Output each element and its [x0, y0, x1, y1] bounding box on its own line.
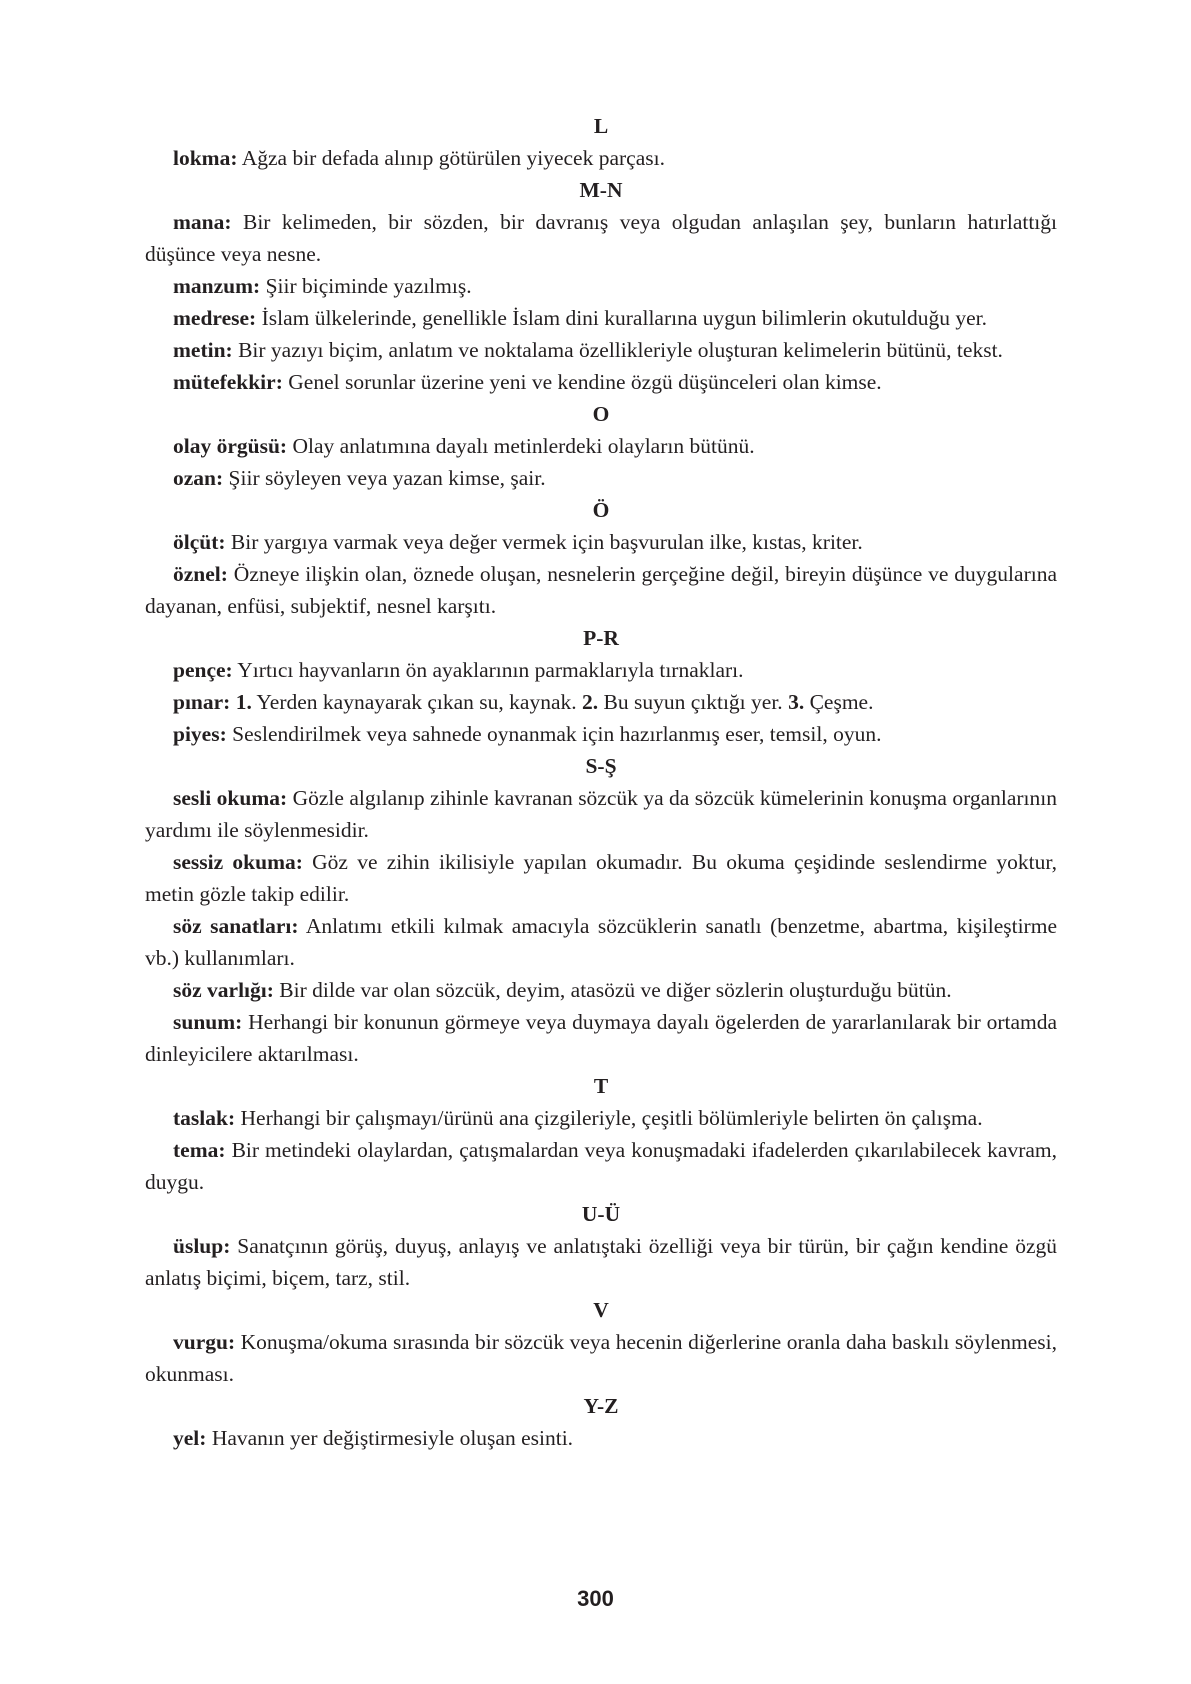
- section-letter: Ö: [592, 498, 610, 522]
- sense-number: 2.: [582, 690, 599, 714]
- entry-definition: İslam ülkelerinde, genellikle İslam dini kurallarına uygun bilimlerin okutulduğu yer.: [261, 306, 988, 330]
- entry-term: vurgu:: [173, 1330, 236, 1354]
- glossary-entry: [145, 366, 1057, 398]
- entry-definition: Yırtıcı hayvanların ön ayaklarının parmaklarıyla tırnakları.: [237, 658, 744, 682]
- glossary-entry: [145, 334, 1057, 366]
- entry-term: söz sanatları:: [173, 914, 299, 938]
- section-letter: V: [593, 1298, 609, 1322]
- section-s-sh: [145, 750, 1057, 1070]
- entry-term: mütefekkir:: [173, 370, 283, 394]
- glossary-entry: [145, 526, 1057, 558]
- entry-definition: Özneye ilişkin olan, öznede oluşan, nesnelerin gerçeğine değil, bireyin düşünce ve duygularına dayanan, enfüsi, subjektif, nesnel karşıtı.: [145, 562, 1057, 618]
- section-letter: M-N: [579, 178, 623, 202]
- sense-number: 3.: [788, 690, 805, 714]
- glossary-entry: [145, 1230, 1057, 1294]
- entry-term: ölçüt:: [173, 530, 226, 554]
- entry-term: piyes:: [173, 722, 227, 746]
- glossary-entry: [145, 1422, 1057, 1454]
- section-p-r: [145, 622, 1057, 750]
- section-t: [145, 1070, 1057, 1198]
- entry-term: olay örgüsü:: [173, 434, 288, 458]
- section-o-umlaut: [145, 494, 1057, 622]
- entry-definition: Sanatçının görüş, duyuş, anlayış ve anlatıştaki özelliği veya bir türün, bir çağın kendine özgü anlatış biçimi, biçem, tarz, stil.: [145, 1234, 1058, 1290]
- section-letter: Y-Z: [583, 1394, 619, 1418]
- glossary-entry: [145, 1134, 1057, 1198]
- sense-text: Bu suyun çıktığı yer.: [603, 690, 783, 714]
- glossary-entry: [145, 270, 1057, 302]
- page-number: 300: [577, 1586, 614, 1611]
- entry-term: sesli okuma:: [173, 786, 288, 810]
- entry-definition: Anlatımı etkili kılmak amacıyla sözcüklerin sanatlı (benzetme, abartma, kişileştirme vb.) kullanımları.: [145, 914, 1057, 970]
- sense-text: Çeşme.: [809, 690, 874, 714]
- entry-term: mana:: [173, 210, 232, 234]
- entry-definition: Bir kelimeden, bir sözden, bir davranış veya olgudan anlaşılan şey, bunların hatırlattığı düşünce veya nesne.: [145, 210, 1058, 266]
- section-y-z: [145, 1390, 1057, 1454]
- entry-term: metin:: [173, 338, 233, 362]
- section-m-n: [145, 174, 1057, 398]
- entry-term: lokma:: [173, 146, 238, 170]
- glossary-entry: [145, 718, 1057, 750]
- entry-definition: Seslendirilmek veya sahnede oynanmak için hazırlanmış eser, temsil, oyun.: [232, 722, 882, 746]
- glossary-entry: [145, 1102, 1057, 1134]
- glossary-entry: [145, 686, 1057, 718]
- section-letter: O: [592, 402, 610, 426]
- entry-term: sunum:: [173, 1010, 243, 1034]
- section-o: [145, 398, 1057, 494]
- entry-definition: Gözle algılanıp zihinle kavranan sözcük ya da sözcük kümelerinin konuşma organlarının yardımı ile söylenmesidir.: [145, 786, 1057, 842]
- entry-term: pınar:: [173, 690, 231, 714]
- glossary-entry: [145, 1326, 1057, 1390]
- section-letter: L: [593, 114, 609, 138]
- entry-definition: Konuşma/okuma sırasında bir sözcük veya hecenin diğerlerine oranla daha baskılı söylenmesi, okunması.: [145, 1330, 1057, 1386]
- glossary-entry: [145, 558, 1057, 622]
- entry-definition: Bir yazıyı biçim, anlatım ve noktalama özellikleriyle oluşturan kelimelerin bütünü, tekst.: [238, 338, 1003, 362]
- entry-definition: Genel sorunlar üzerine yeni ve kendine özgü düşünceleri olan kimse.: [288, 370, 882, 394]
- glossary-entry: [145, 430, 1057, 462]
- entry-term: yel:: [173, 1426, 207, 1450]
- glossary-entry: [145, 846, 1057, 910]
- section-v: [145, 1294, 1057, 1390]
- entry-definition: Şiir söyleyen veya yazan kimse, şair.: [228, 466, 546, 490]
- sense-text: Yerden kaynayarak çıkan su, kaynak.: [256, 690, 577, 714]
- glossary-entry: [145, 974, 1057, 1006]
- entry-definition: Olay anlatımına dayalı metinlerdeki olayların bütünü.: [292, 434, 755, 458]
- entry-definition: Şiir biçiminde yazılmış.: [265, 274, 472, 298]
- glossary-entry: [145, 654, 1057, 686]
- entry-definition: Bir metindeki olaylardan, çatışmalardan veya konuşmadaki ifadelerden çıkarılabilecek kavram, duygu.: [145, 1138, 1058, 1194]
- entry-definition: Havanın yer değiştirmesiyle oluşan esinti.: [211, 1426, 574, 1450]
- section-letter: U-Ü: [581, 1202, 621, 1226]
- glossary-entry: [145, 142, 1057, 174]
- glossary-page: [145, 110, 1057, 1454]
- entry-term: pençe:: [173, 658, 233, 682]
- section-u-umlaut: [145, 1198, 1057, 1294]
- glossary-entry: [145, 206, 1057, 270]
- sense-number: 1.: [235, 690, 252, 714]
- entry-definition: Bir dilde var olan sözcük, deyim, atasözü ve diğer sözlerin oluşturduğu bütün.: [279, 978, 952, 1002]
- glossary-entry: [145, 302, 1057, 334]
- entry-term: öznel:: [173, 562, 228, 586]
- section-letter: P-R: [583, 626, 619, 650]
- entry-definition: Bir yargıya varmak veya değer vermek için başvurulan ilke, kıstas, kriter.: [230, 530, 863, 554]
- section-letter: T: [593, 1074, 609, 1098]
- entry-term: üslup:: [173, 1234, 231, 1258]
- glossary-entry: [145, 462, 1057, 494]
- entry-term: taslak:: [173, 1106, 236, 1130]
- entry-term: medrese:: [173, 306, 257, 330]
- entry-term: söz varlığı:: [173, 978, 274, 1002]
- glossary-entry: [145, 910, 1057, 974]
- glossary-entry: [145, 1006, 1057, 1070]
- entry-term: ozan:: [173, 466, 224, 490]
- entry-term: tema:: [173, 1138, 226, 1162]
- entry-term: manzum:: [173, 274, 261, 298]
- glossary-entry: [145, 782, 1057, 846]
- entry-definition: Herhangi bir çalışmayı/ürünü ana çizgileriyle, çeşitli bölümleriyle belirten ön çalışma.: [240, 1106, 983, 1130]
- section-letter: S-Ş: [585, 754, 617, 778]
- entry-definition: Herhangi bir konunun görmeye veya duymaya dayalı ögelerden de yararlanılarak bir ortamda dinleyicilere aktarılması.: [145, 1010, 1058, 1066]
- entry-term: sessiz okuma:: [173, 850, 303, 874]
- section-l: [145, 110, 1057, 174]
- entry-definition: Ağza bir defada alınıp götürülen yiyecek parçası.: [241, 146, 665, 170]
- entry-definition: Göz ve zihin ikilisiyle yapılan okumadır. Bu okuma çeşidinde seslendirme yoktur, metin gözle takip edilir.: [145, 850, 1058, 906]
